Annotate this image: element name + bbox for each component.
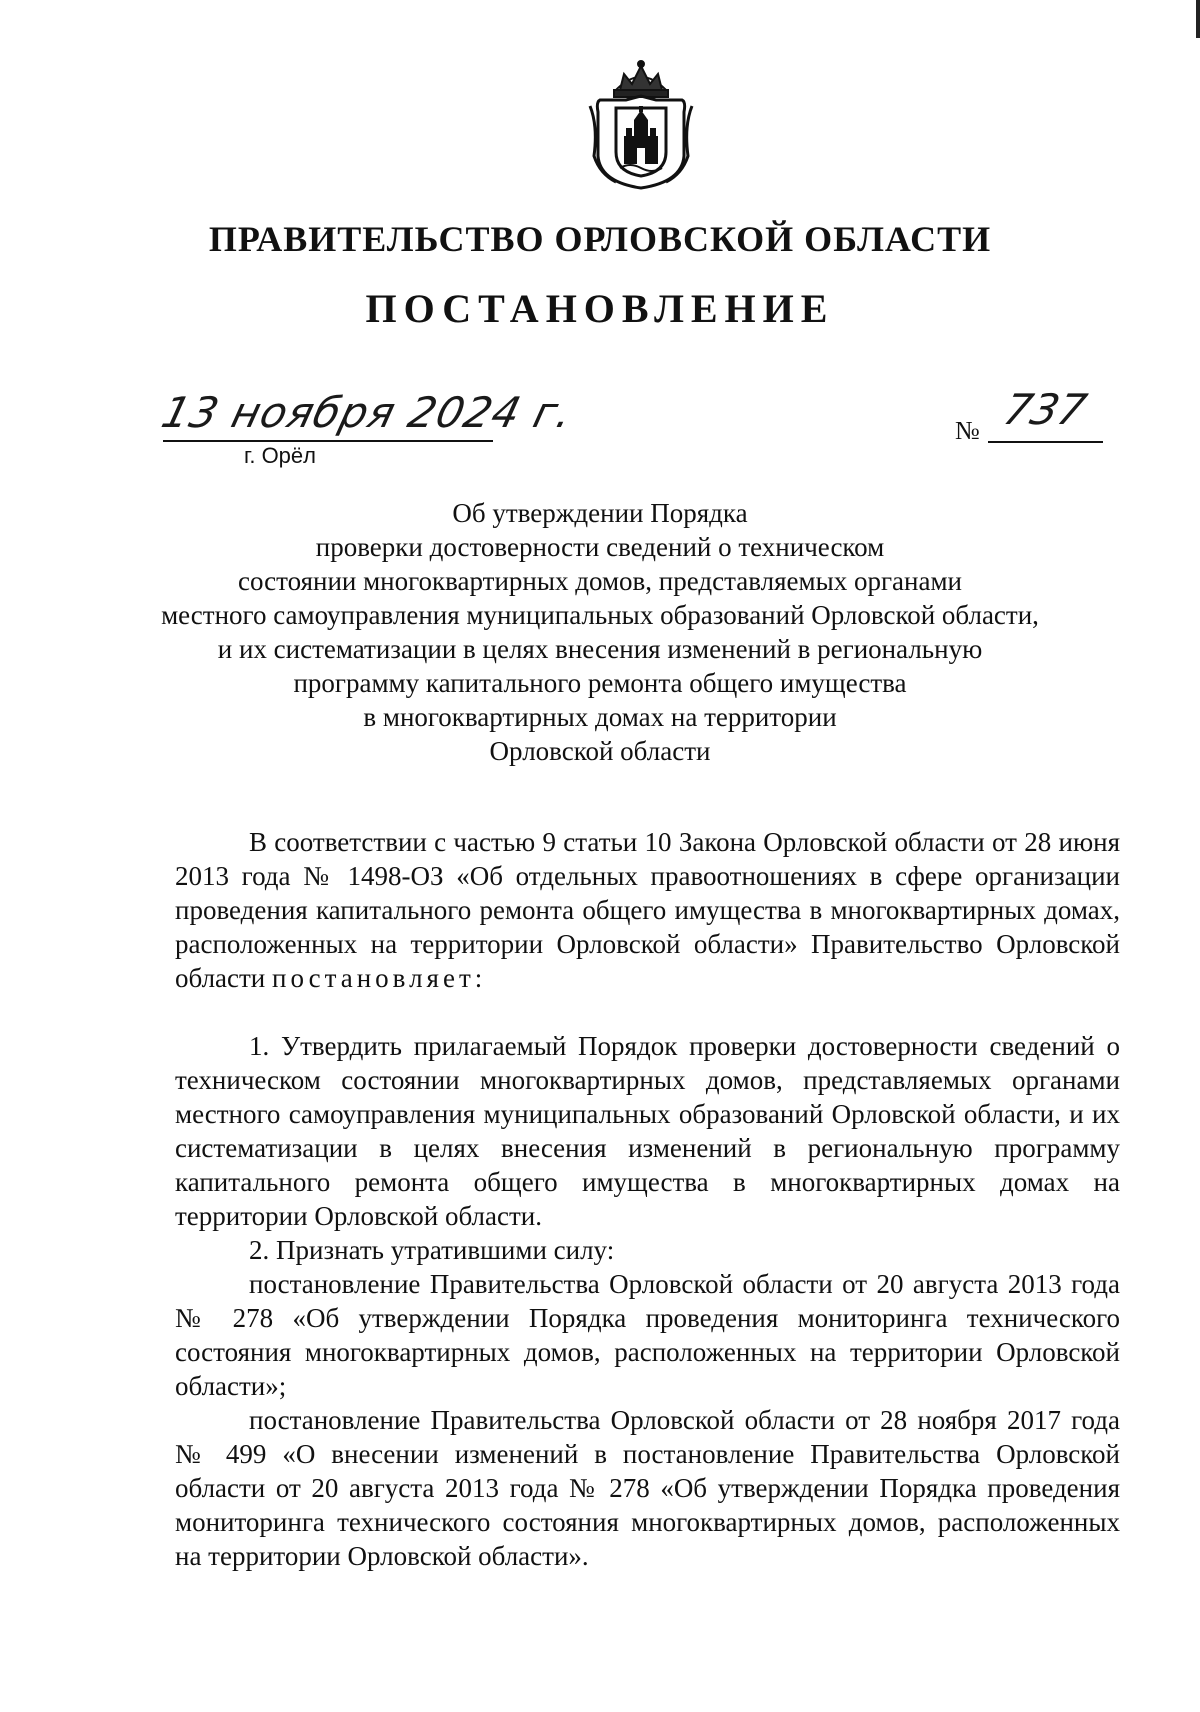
document-subject <box>100 496 1100 768</box>
date-underline <box>163 440 493 442</box>
number-underline <box>988 441 1103 443</box>
item-1-paragraph: 1. Утвердить прилагаемый Порядок проверки достоверности сведений о техническом состоянии многоквартирных домов, представляемых органами местного самоуправления муниципальных образований Орловской области, и их систематизации в целях внесения изменений в региональную программу капитального ремонта общего имущества в многоквартирных домах на территории Орловской области. <box>175 1031 1120 1231</box>
handwritten-number: 737 <box>998 385 1092 434</box>
government-title: ПРАВИТЕЛЬСТВО ОРЛОВСКОЙ ОБЛАСТИ <box>208 219 992 259</box>
subject-line: проверки достоверности сведений о техническом <box>315 532 885 562</box>
handwritten-date: 13 ноября 2024 г. <box>156 388 579 437</box>
number-label: № <box>955 416 980 445</box>
city-label: г. Орёл <box>244 443 316 468</box>
subject-line: в многоквартирных домах на территории <box>363 702 837 732</box>
subject-line: Об утверждении Порядка <box>452 498 748 528</box>
subject-line: местного самоуправления муниципальных образований Орловской области, <box>161 600 1039 630</box>
subject-line: программу капитального ремонта общего имущества <box>293 668 907 698</box>
preamble-text: В соответствии с частью 9 статьи 10 Закона Орловской области от 28 июня 2013 года № 1498-ОЗ «Об отдельных правоотношениях в сфере организации проведения капитального ремонта общего имущества в многоквартирных домах, расположенных на территории Орловской области» Правительство Орловской области <box>175 827 1120 993</box>
preamble-paragraph <box>175 825 1120 995</box>
resolves-word: постановляет: <box>272 963 487 993</box>
document-body <box>175 825 1120 1573</box>
subject-line: Орловской области <box>489 736 711 766</box>
item-2a-paragraph: постановление Правительства Орловской области от 20 августа 2013 года № 278 «Об утверждении Порядка проведения мониторинга технического состояния многоквартирных домов, расположенных на территории Орловской области»; <box>175 1269 1120 1401</box>
subject-line: состоянии многоквартирных домов, представляемых органами <box>238 566 962 596</box>
scan-edge-mark <box>1196 0 1200 38</box>
item-2b-paragraph: постановление Правительства Орловской области от 28 ноября 2017 года № 499 «О внесении изменений в постановление Правительства Орловской области от 20 августа 2013 года № 278 «Об утверждении Порядка проведения мониторинга технического состояния многоквартирных домов, расположенных на территории Орловской области». <box>175 1405 1120 1571</box>
subject-line: и их систематизации в целях внесения изменений в региональную <box>217 634 983 664</box>
item-2-paragraph: 2. Признать утратившими силу: <box>249 1235 615 1265</box>
coat-of-arms-icon <box>586 56 696 192</box>
document-type-title: ПОСТАНОВЛЕНИЕ <box>365 286 835 331</box>
